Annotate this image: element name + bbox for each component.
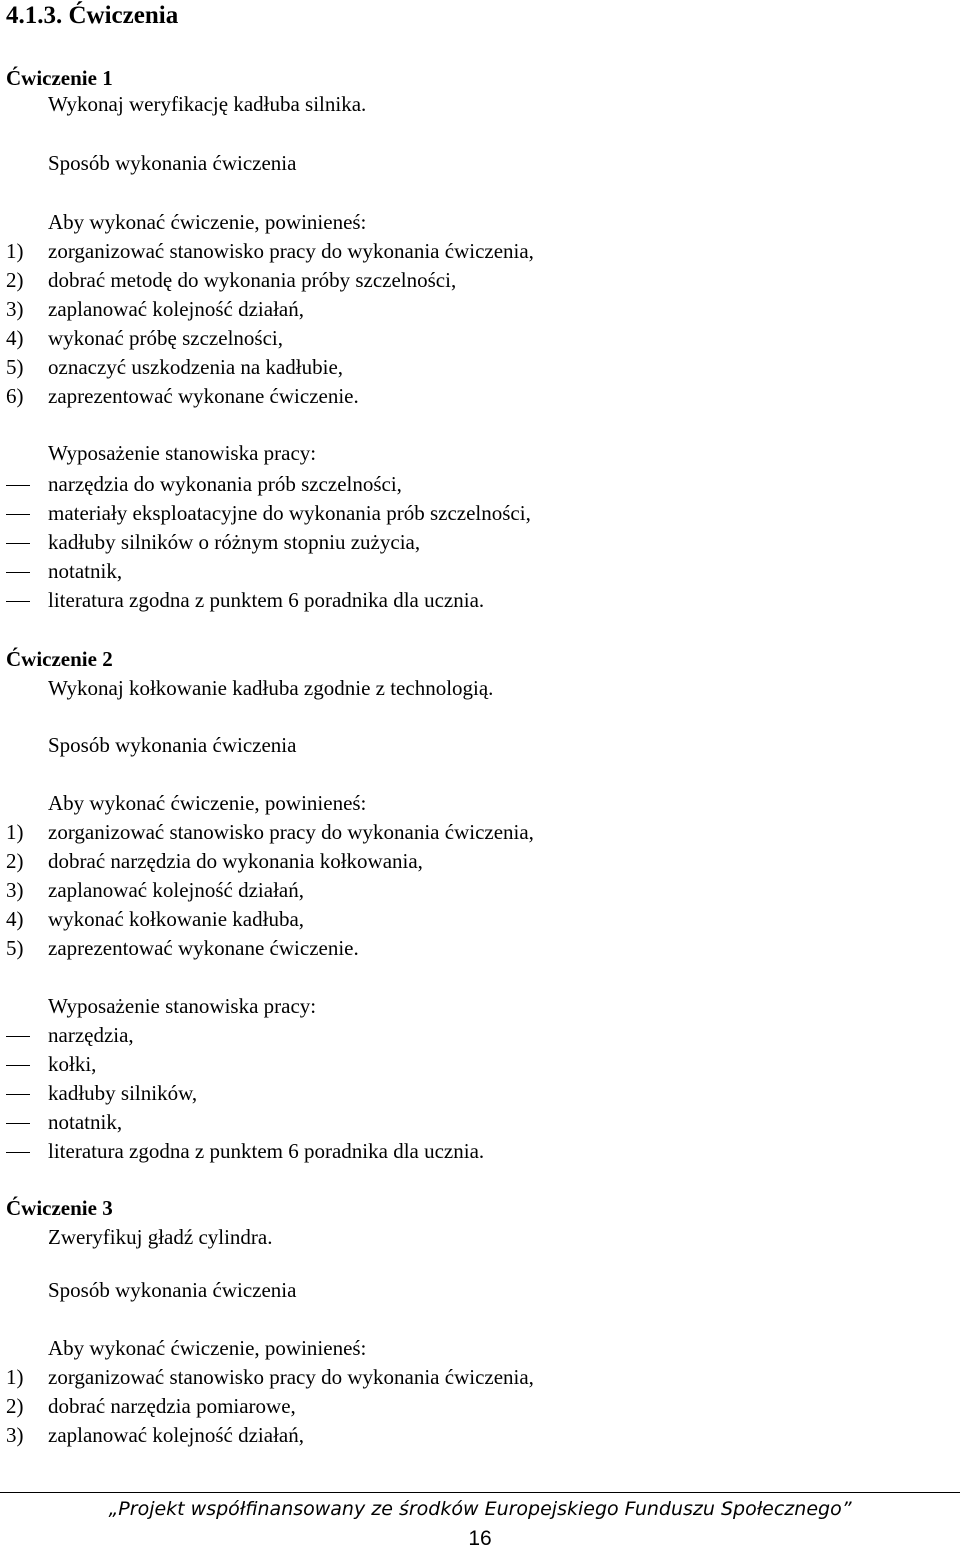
step-number: 1) xyxy=(6,1365,24,1389)
exercise-1-equipment-heading: Wyposażenie stanowiska pracy: xyxy=(48,441,317,465)
exercise-3-method-heading: Sposób wykonania ćwiczenia xyxy=(48,1278,297,1302)
exercise-2-method-heading: Sposób wykonania ćwiczenia xyxy=(48,733,297,757)
dash-bullet xyxy=(6,1152,30,1153)
exercise-2-heading: Ćwiczenie 2 xyxy=(6,647,113,671)
dash-bullet xyxy=(6,1036,30,1037)
step-text: zorganizować stanowisko pracy do wykonania ćwiczenia, xyxy=(48,820,534,844)
step-number: 1) xyxy=(6,820,24,844)
step-number: 5) xyxy=(6,936,24,960)
equipment-text: kadłuby silników, xyxy=(48,1081,198,1105)
step-number: 1) xyxy=(6,239,24,263)
step-text: dobrać narzędzia do wykonania kołkowania, xyxy=(48,849,423,873)
step-number: 5) xyxy=(6,355,24,379)
step-number: 2) xyxy=(6,1394,24,1418)
step-number: 2) xyxy=(6,268,24,292)
step-text: wykonać kołkowanie kadłuba, xyxy=(48,907,305,931)
equipment-text: kadłuby silników o różnym stopniu zużycia, xyxy=(48,530,421,554)
step-text: oznaczyć uszkodzenia na kadłubie, xyxy=(48,355,344,379)
exercise-2-steps-intro: Aby wykonać ćwiczenie, powinieneś: xyxy=(48,791,367,815)
exercise-3-steps-intro: Aby wykonać ćwiczenie, powinieneś: xyxy=(48,1336,367,1360)
exercise-3-heading: Ćwiczenie 3 xyxy=(6,1196,113,1220)
exercise-2-equipment-heading: Wyposażenie stanowiska pracy: xyxy=(48,994,317,1018)
step-number: 3) xyxy=(6,1423,24,1447)
dash-bullet xyxy=(6,1123,30,1124)
equipment-text: notatnik, xyxy=(48,1110,123,1134)
step-number: 6) xyxy=(6,384,24,408)
dash-bullet xyxy=(6,601,30,602)
dash-bullet xyxy=(6,514,30,515)
dash-bullet xyxy=(6,1065,30,1066)
step-text: dobrać narzędzia pomiarowe, xyxy=(48,1394,296,1418)
step-number: 4) xyxy=(6,326,24,350)
page-number: 16 xyxy=(468,1527,492,1550)
step-text: wykonać próbę szczelności, xyxy=(48,326,283,350)
equipment-text: narzędzia, xyxy=(48,1023,134,1047)
exercise-1-method-heading: Sposób wykonania ćwiczenia xyxy=(48,151,297,175)
dash-bullet xyxy=(6,572,30,573)
dash-bullet xyxy=(6,485,30,486)
equipment-text: literatura zgodna z punktem 6 poradnika dla ucznia. xyxy=(48,588,485,612)
step-text: dobrać metodę do wykonania próby szczelności, xyxy=(48,268,457,292)
dash-bullet xyxy=(6,543,30,544)
dash-bullet xyxy=(6,1094,30,1095)
step-text: zaprezentować wykonane ćwiczenie. xyxy=(48,936,359,960)
equipment-text: materiały eksploatacyjne do wykonania prób szczelności, xyxy=(48,501,531,525)
step-text: zaplanować kolejność działań, xyxy=(48,297,304,321)
exercise-1-task: Wykonaj weryfikację kadłuba silnika. xyxy=(48,92,367,116)
equipment-text: narzędzia do wykonania prób szczelności, xyxy=(48,472,402,496)
step-number: 3) xyxy=(6,878,24,902)
step-text: zaplanować kolejność działań, xyxy=(48,1423,304,1447)
step-number: 3) xyxy=(6,297,24,321)
equipment-text: kołki, xyxy=(48,1052,97,1076)
step-text: zorganizować stanowisko pracy do wykonania ćwiczenia, xyxy=(48,1365,534,1389)
exercise-2-task: Wykonaj kołkowanie kadłuba zgodnie z technologią. xyxy=(48,676,494,700)
step-text: zaplanować kolejność działań, xyxy=(48,878,304,902)
equipment-text: notatnik, xyxy=(48,559,123,583)
equipment-text: literatura zgodna z punktem 6 poradnika dla ucznia. xyxy=(48,1139,485,1163)
exercise-1-heading: Ćwiczenie 1 xyxy=(6,66,113,90)
step-number: 2) xyxy=(6,849,24,873)
section-title: 4.1.3. Ćwiczenia xyxy=(6,2,179,29)
footer-text: „Projekt współfinansowany ze środków Europejskiego Funduszu Społecznego” xyxy=(108,1498,852,1520)
step-text: zaprezentować wykonane ćwiczenie. xyxy=(48,384,359,408)
exercise-1-steps-intro: Aby wykonać ćwiczenie, powinieneś: xyxy=(48,210,367,234)
footer-rule xyxy=(0,1492,960,1493)
exercise-3-task: Zweryfikuj gładź cylindra. xyxy=(48,1225,273,1249)
step-text: zorganizować stanowisko pracy do wykonania ćwiczenia, xyxy=(48,239,534,263)
step-number: 4) xyxy=(6,907,24,931)
